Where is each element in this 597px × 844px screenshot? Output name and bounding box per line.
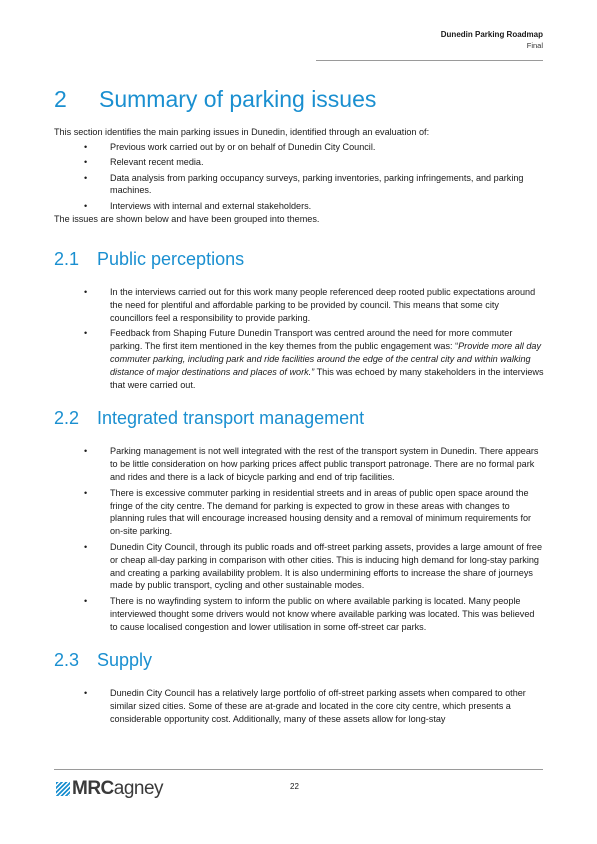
subsection-title: Integrated transport management (97, 408, 365, 429)
document-title: Dunedin Parking Roadmap (440, 30, 543, 39)
subsection-number: 2.2 (54, 408, 80, 429)
list-item: • Interviews with internal and external stakeholders. (84, 200, 312, 211)
subsection-number: 2.1 (54, 248, 80, 269)
section-intro: This section identifies the main parking issues in Dunedin, identified through an evaluation of: (54, 127, 430, 137)
bullet-icon: • (84, 200, 88, 211)
bullet-icon: • (84, 688, 88, 699)
header-divider (316, 60, 543, 61)
bullet-icon: • (84, 172, 88, 183)
bullet-icon: • (84, 596, 88, 607)
evaluation-list (54, 141, 544, 213)
running-header (441, 29, 543, 51)
list-item: • Dunedin City Council has a relatively large portfolio of off-street parking assets when compared to other similar sized cities. Some of these are at-grade and located in the core city centre, which presents a considerable opportunity cost. Additionally, many of these assets allow for long-stay (84, 688, 526, 725)
document-status: Final (526, 41, 543, 50)
section-outro: The issues are shown below and have been grouped into themes. (54, 214, 320, 225)
list-item: • Feedback from Shaping Future Dunedin Transport was centred around the need for more commuter parking. The first item mentioned in the key themes from the public engagement was: “Provide more all day commuter parking, including park and ride facilities around the edge of the central city and within walking distance of major destinations and places of work.” This was echoed by many stakeholders in the interviews that were carried out. (84, 328, 544, 390)
section-title: Summary of parking issues (99, 86, 377, 112)
subsection-title: Supply (97, 650, 153, 671)
mrcagney-logo (56, 778, 163, 800)
logo-wordmark: MRCagney (72, 778, 164, 799)
list-item: • There is no wayfinding system to inform the public on where available parking is located. Many people interviewed thought some drivers would not know where available parking was located. This was believed to cause localised congestion and lower utilisation in some off-street car parks. (84, 596, 535, 632)
footer-divider (54, 769, 543, 770)
integrated-transport-list (54, 445, 544, 633)
list-item: • Previous work carried out by or on behalf of Dunedin City Council. (84, 141, 376, 152)
list-item: • There is excessive commuter parking in residential streets and in areas of public open space around the fringe of the city centre. The demand for parking is expected to grow in these areas with changes to planning rules that will encourage increased housing density and a removal of minimum requirements for on-site parking. (84, 487, 532, 537)
section-number: 2 (54, 86, 67, 112)
subsection-heading-integrated-transport (54, 407, 544, 429)
page-number: 22 (290, 782, 299, 791)
subsection-number: 2.3 (54, 650, 80, 671)
subsection-title: Public perceptions (97, 248, 245, 269)
section-heading (54, 84, 544, 114)
subsection-heading-supply (54, 649, 544, 671)
subsection-heading-public-perceptions (54, 248, 544, 270)
list-item: • Data analysis from parking occupancy surveys, parking inventories, parking infringements, and parking machines. (84, 172, 524, 196)
list-item: • In the interviews carried out for this work many people referenced deep rooted public expectations around the need for plentiful and affordable parking to be provided by council. This means that some city councillors feel a responsibility to provide parking. (84, 286, 536, 323)
list-item: • Parking management is not well integrated with the rest of the transport system in Dunedin. There appears to be little consideration on how parking prices affect public transport patronage. There are no formal park and rides and there is a lack of bicycle parking and end of trip facilities. (84, 446, 539, 482)
page-body (54, 84, 544, 729)
supply-list (54, 687, 544, 725)
public-perceptions-list (54, 286, 544, 391)
bullet-icon: • (84, 286, 88, 297)
logo-mark-icon (56, 782, 70, 796)
bullet-icon: • (84, 487, 88, 498)
bullet-icon: • (84, 141, 88, 152)
bullet-icon: • (84, 541, 88, 552)
list-item: • Relevant recent media. (84, 157, 204, 168)
bullet-icon: • (84, 328, 88, 339)
quote: Provide more all day commuter parking, including park and ride facilities around the edge of the central city and within walking distance of major destinations and places of work.” (110, 341, 541, 377)
bullet-icon: • (84, 157, 88, 168)
bullet-icon: • (84, 446, 88, 457)
list-item: • Dunedin City Council, through its public roads and off-street parking assets, provides a large amount of free or cheap all-day parking in comparison with other cities. This is inducing high demand for long-stay parking and creating a parking availability problem. It is also undermining efforts to increase the share of journeys made by public transport, cycling and other sustainable modes. (84, 541, 543, 591)
